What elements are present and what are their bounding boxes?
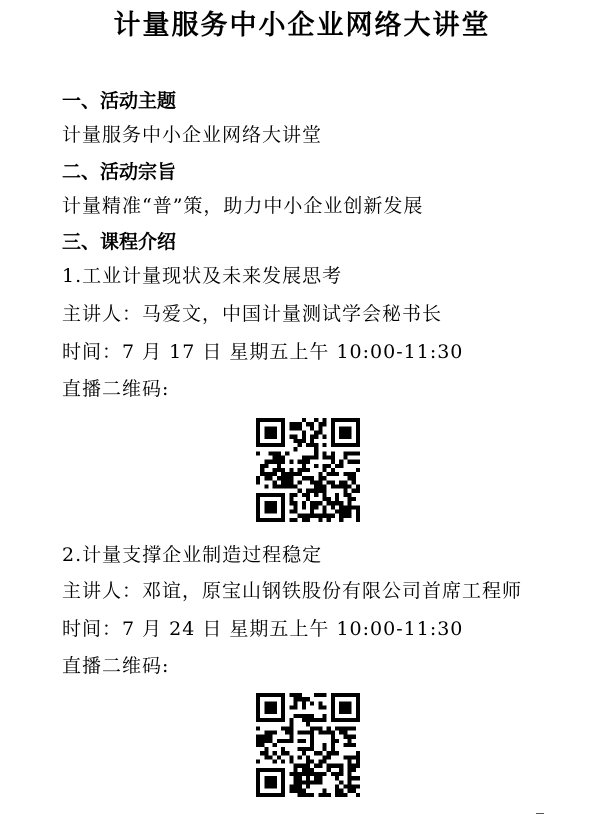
course-2-speaker: 主讲人：邓谊，原宝山钢铁股份有限公司首席工程师 (62, 580, 523, 602)
course-2-time: 时间：7 月 24 日 星期五上午 10:00-11:30 (62, 618, 464, 640)
page-footer-mark (536, 813, 544, 814)
page-title: 计量服务中小企业网络大讲堂 (113, 10, 491, 41)
section-heading-courses: 三、课程介绍 (62, 231, 177, 253)
purpose-text: 计量精准“普”策，助力中小企业创新发展 (62, 195, 424, 217)
course-2-qr-code[interactable] (256, 693, 360, 797)
section-heading-theme: 一、活动主题 (62, 90, 177, 112)
course-1-qr-label: 直播二维码: (62, 378, 170, 400)
course-1-time: 时间：7 月 17 日 星期五上午 10:00-11:30 (62, 341, 464, 363)
section-heading-purpose: 二、活动宗旨 (62, 161, 177, 183)
course-1-speaker: 主讲人：马爱文，中国计量测试学会秘书长 (62, 303, 443, 325)
course-2-title: 2.计量支撑企业制造过程稳定 (62, 544, 323, 566)
course-1-qr-code[interactable] (256, 418, 360, 522)
qr-code-icon (256, 693, 360, 797)
qr-code-icon (256, 418, 360, 522)
course-2-qr-label: 直播二维码: (62, 655, 170, 677)
course-1-title: 1.工业计量现状及未来发展思考 (62, 265, 343, 287)
theme-text: 计量服务中小企业网络大讲堂 (62, 124, 323, 146)
